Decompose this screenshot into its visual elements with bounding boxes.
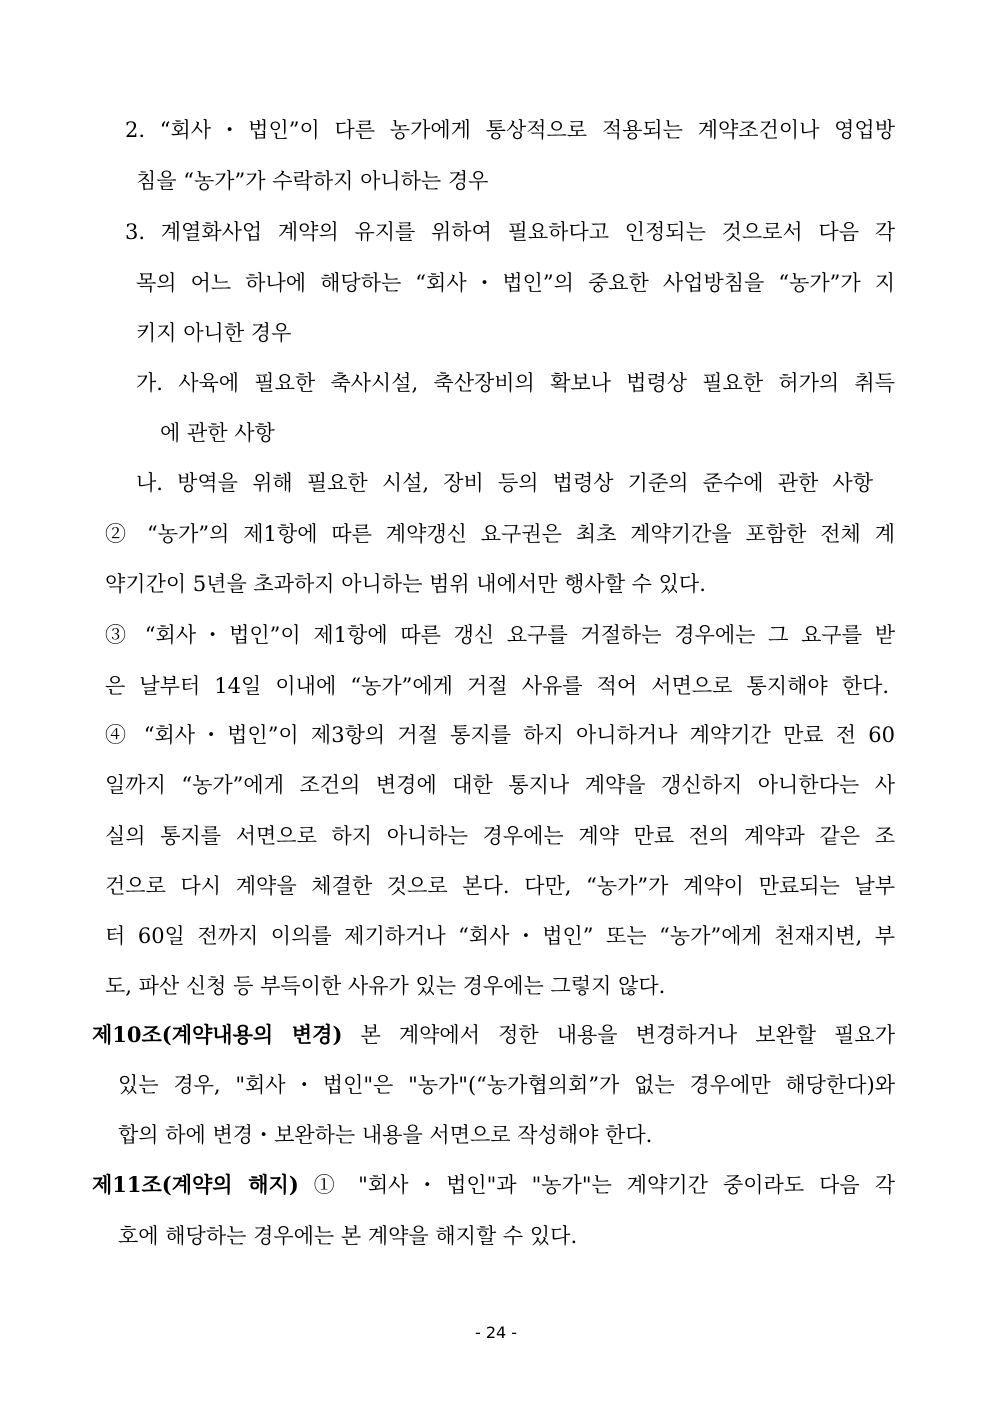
text-line: ① "회사・법인"과 "농가"는 계약기간 중이라도 다음 각 xyxy=(313,1173,895,1197)
article-10-heading: 제10조(계약내용의 변경) xyxy=(92,1022,343,1047)
text-line: 목의 어느 하나에 해당하는 “회사・법인”의 중요한 사업방침을 “농가”가 지 xyxy=(136,271,895,295)
text-line: 일까지 “농가”에게 조건의 변경에 대한 통지나 계약을 갱신하지 아니한다는 사 xyxy=(105,773,895,797)
text-line: 3. 계열화사업 계약의 유지를 위하여 필요하다고 인정되는 것으로서 다음 각 xyxy=(125,220,895,244)
text-line: 터 60일 전까지 이의를 제기하거나 “회사・법인” 또는 “농가”에게 천재지변, 부 xyxy=(105,924,895,948)
text-line: 키지 아니한 경우 xyxy=(136,321,292,345)
article-11-heading: 제11조(계약의 해지) xyxy=(92,1172,299,1197)
text-line: 실의 통지를 서면으로 하지 아니하는 경우에는 계약 만료 전의 계약과 같은 조 xyxy=(105,824,895,848)
text-line: 합의 하에 변경・보완하는 내용을 서면으로 작성해야 한다. xyxy=(118,1123,653,1147)
text-line: ③ “회사・법인”이 제1항에 따른 갱신 요구를 거절하는 경우에는 그 요구를 받 xyxy=(105,623,895,647)
text-line: 은 날부터 14일 이내에 “농가”에게 거절 사유를 적어 서면으로 통지해야 한다. xyxy=(105,674,889,698)
text-line: 건으로 다시 계약을 체결한 것으로 본다. 다만, “농가”가 계약이 만료되는 날부 xyxy=(105,874,895,898)
text-line: 2. “회사・법인”이 다른 농가에게 통상적으로 적용되는 계약조건이나 영업방 xyxy=(125,118,895,142)
article-11 xyxy=(92,1172,895,1198)
text-line: 가. 사육에 필요한 축사시설, 축산장비의 확보나 법령상 필요한 허가의 취득 xyxy=(136,371,895,395)
text-line: 침을 “농가”가 수락하지 아니하는 경우 xyxy=(136,169,489,193)
text-line: 나. 방역을 위해 필요한 시설, 장비 등의 법령상 기준의 준수에 관한 사항 xyxy=(136,471,873,495)
text-line: 도, 파산 신청 등 부득이한 사유가 있는 경우에는 그렇지 않다. xyxy=(105,974,666,998)
page-number: - 24 - xyxy=(474,1323,518,1342)
text-line: 에 관한 사항 xyxy=(160,421,275,445)
text-line: ② “농가”의 제1항에 따른 계약갱신 요구권은 최초 계약기간을 포함한 전체 계 xyxy=(105,522,895,546)
article-10 xyxy=(92,1022,895,1048)
text-line: 호에 해당하는 경우에는 본 계약을 해지할 수 있다. xyxy=(118,1224,578,1248)
text-line: 본 계약에서 정한 내용을 변경하거나 보완할 필요가 xyxy=(360,1023,895,1047)
text-line: 있는 경우, "회사・법인"은 "농가"(“농가협의회”가 없는 경우에만 해당한다)와 xyxy=(118,1073,895,1097)
text-line: 약기간이 5년을 초과하지 아니하는 범위 내에서만 행사할 수 있다. xyxy=(105,572,706,596)
text-line: ④ “회사・법인”이 제3항의 거절 통지를 하지 아니하거나 계약기간 만료 전 60 xyxy=(105,723,895,747)
